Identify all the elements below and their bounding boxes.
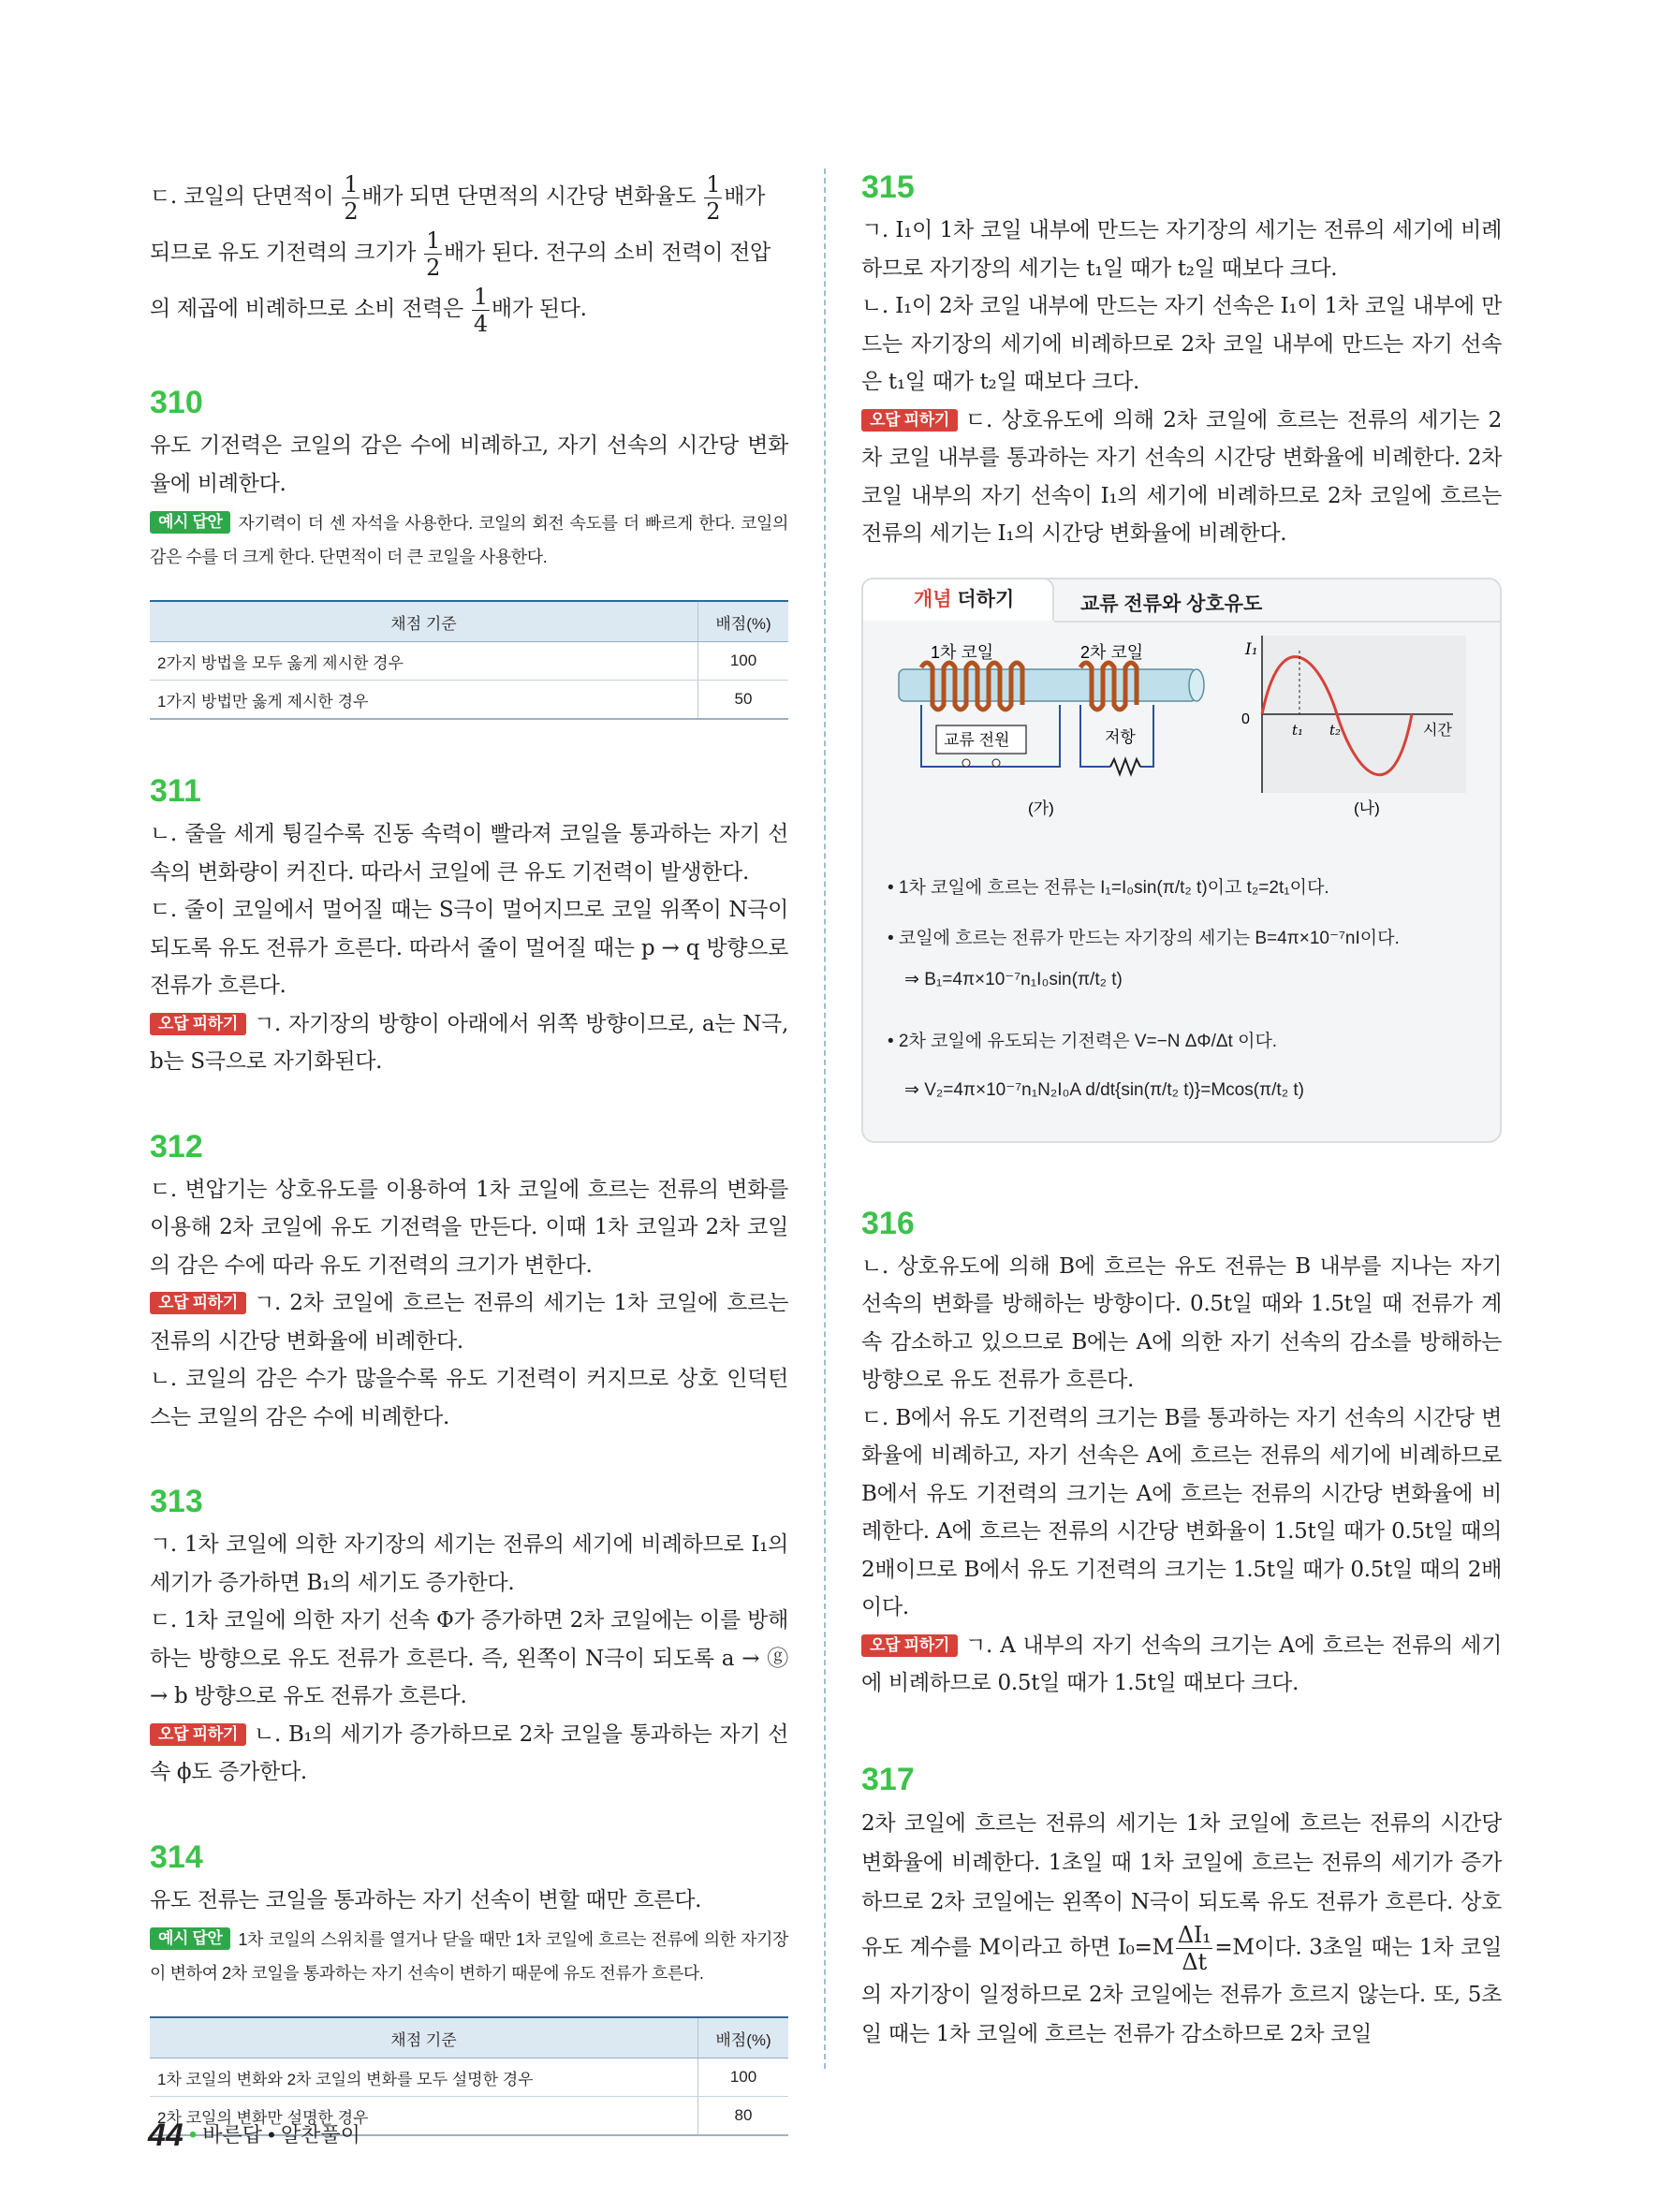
- section-315: [861, 168, 1502, 553]
- section-311: [150, 772, 788, 1081]
- coil1-label: 1차 코일: [931, 642, 994, 662]
- numerator: 1: [426, 227, 441, 254]
- explanation-text: ㄷ. 줄이 코일에서 멀어질 때는 S극이 멀어지므로 코일 위쪽이 N극이 되도록 유도 전류가 흐른다. 따라서 줄이 멀어질 때는 p → q 방향으로 전류가 흐른다.: [150, 898, 788, 998]
- criteria-cell: 2차 코일의 변화만 설명한 경우: [150, 2097, 698, 2136]
- avoid-mistake-tag: 오답 피하기: [861, 409, 958, 432]
- caption-b: (나): [1354, 798, 1380, 817]
- explanation-text: ㄴ. I₁이 2차 코일 내부에 만드는 자기 선속은 I₁이 1차 코일 내부에 만드는 자기장의 세기에 비례하므로 2차 코일 내부에 만드는 자기 선속은 t₁일 때가 t₂일 때보다 크다.: [861, 294, 1502, 394]
- fraction: [704, 171, 722, 225]
- criteria-cell: 2가지 방법을 모두 옳게 제시한 경우: [150, 642, 698, 681]
- score-cell: 100: [698, 2058, 789, 2097]
- problem-number: 310: [150, 385, 203, 420]
- denominator: 2: [344, 198, 359, 225]
- resistor-label: 저항: [1105, 727, 1136, 746]
- left-column: [150, 168, 788, 2136]
- text: ㄷ. 상호유도에 의해 2차 코일에 흐르는 전류의 세기는 2차 코일 내부를 통과하는 자기 선속의 시간당 변화율에 비례한다. 2차 코일 내부의 자기 선속이 I₁의 세기에 비례하므로 2차 코일에 흐르는 전류의 세기는 I₁의 시간당 변화율에 비례한다.: [861, 407, 1502, 546]
- concept-plus-box: [861, 578, 1502, 1143]
- explanation-text: ㄴ. 상호유도에 의해 B에 흐르는 유도 전류는 B 내부를 지나는 자기 선속의 변화를 방해하는 방향이다. 0.5t일 때와 1.5t일 때 전류가 계속 감소하고 있으므로 B에는 A에 의한 자기 선속의 감소를 방해하는 방향으로 유도 전류가 흐른다.: [861, 1253, 1502, 1392]
- graph-t2-label: t₂: [1329, 721, 1342, 739]
- score-cell: 50: [698, 681, 789, 720]
- score-header: 배점(%): [698, 601, 789, 642]
- concept-result: ⇒ V₂=4π×10⁻⁷n₁N₂I₀A d/dt{sin(π/t₂ t)}=Mcos(π/t₂ t): [904, 1079, 1304, 1100]
- scoring-criteria-header: 채점 기준: [150, 2017, 698, 2058]
- text: ㄱ. 자기장의 방향이 아래에서 위쪽 방향이므로, a는 N극, b는 S극으로 자기화된다.: [150, 1011, 788, 1074]
- explanation-text: ㄱ. 1차 코일에 의한 자기장의 세기는 전류의 세기에 비례하므로 I₁의 세기가 증가하면 B₁의 세기도 증가한다.: [150, 1532, 788, 1595]
- section-309-continued: [150, 168, 788, 337]
- avoid-mistake-tag: 오답 피하기: [150, 1723, 246, 1746]
- text: ㄱ. A 내부의 자기 선속의 크기는 A에 흐르는 전류의 세기에 비례하므로 0.5t일 때가 1.5t일 때보다 크다.: [861, 1633, 1502, 1695]
- resistor-icon: [1110, 759, 1140, 774]
- text-line: [150, 225, 788, 281]
- right-column: [861, 168, 1502, 2054]
- concept-diagram: [863, 626, 1500, 842]
- numerator: 1: [344, 170, 359, 198]
- sample-answer-tag: 예시 답안: [150, 1927, 230, 1950]
- avoid-mistake-tag: 오답 피하기: [150, 1292, 246, 1314]
- table-row: [150, 642, 788, 681]
- sample-answer-text: 자기력이 더 센 자석을 사용한다. 코일의 회전 속도를 더 빠르게 한다. 코일의 감은 수를 더 크게 한다. 단면적이 더 큰 코일을 사용한다.: [150, 514, 788, 566]
- coil2-label: 2차 코일: [1080, 642, 1144, 662]
- problem-number: 317: [861, 1761, 915, 1797]
- text: 의 제곱에 비례하므로 소비 전력은: [150, 297, 470, 321]
- explanation-text: 유도 전류는 코일을 통과하는 자기 선속이 변할 때만 흐른다.: [150, 1887, 702, 1912]
- concept-tab-label: 더하기: [951, 588, 1015, 610]
- book-title: 바른답 • 알찬풀이: [202, 2123, 360, 2146]
- table-row: [150, 681, 788, 720]
- score-header: 배점(%): [698, 2017, 789, 2058]
- score-cell: 80: [698, 2097, 789, 2136]
- sample-answer: [150, 506, 788, 574]
- text: ㄱ. 2차 코일에 흐르는 전류의 세기는 1차 코일에 흐르는 전류의 시간당 변화율에 비례한다.: [150, 1291, 788, 1354]
- explanation-text: ㄴ. 줄을 세게 튕길수록 진동 속력이 빨라져 코일을 통과하는 자기 선속의 변화량이 커진다. 따라서 코일에 큰 유도 기전력이 발생한다.: [150, 822, 788, 885]
- explanation-text: [150, 1005, 788, 1081]
- text: ㄴ. B₁의 세기가 증가하므로 2차 코일을 통과하는 자기 선속 ϕ도 증가한다.: [150, 1721, 788, 1784]
- text: 배가 되면 단면적의 시간당 변화율도: [361, 184, 703, 209]
- score-cell: 100: [698, 642, 789, 681]
- ac-source-label: 교류 전원: [944, 730, 1010, 749]
- explanation-text: ㄴ. 코일의 감은 수가 많을수록 유도 기전력이 커지므로 상호 인덕턴스는 코일의 감은 수에 비례한다.: [150, 1367, 788, 1429]
- avoid-mistake-tag: 오답 피하기: [861, 1634, 958, 1657]
- criteria-cell: 1가지 방법만 옳게 제시한 경우: [150, 681, 698, 720]
- page-footer: [148, 2117, 360, 2154]
- text: 되므로 유도 기전력의 크기가: [150, 241, 423, 265]
- criteria-cell: 1차 코일의 변화와 2차 코일의 변화를 모두 설명한 경우: [150, 2058, 698, 2097]
- numerator: ΔI₁: [1177, 1921, 1211, 1948]
- caption-a: (가): [1028, 798, 1054, 817]
- text: ㄷ. 코일의 단면적이: [150, 184, 341, 209]
- denominator: 2: [426, 254, 441, 281]
- graph-origin-label: 0: [1241, 710, 1250, 727]
- section-312: [150, 1128, 788, 1437]
- text-line: [150, 168, 788, 225]
- text: =M이다. 3초일 때는 1차 코일의 자기장이 일정하므로 2차 코일에는 전류가 흐르지 않는다. 또, 5초일 때는 1차 코일에 흐르는 전류가 감소하므로 2차 코일: [861, 1935, 1502, 2046]
- section-314: [150, 1838, 788, 2137]
- section-310: [150, 384, 788, 720]
- text-line: [150, 281, 788, 337]
- explanation-text: 유도 기전력은 코일의 감은 수에 비례하고, 자기 선속의 시간당 변화율에 비례한다.: [150, 433, 788, 496]
- fraction: [342, 171, 360, 225]
- text: 배가 된다.: [491, 297, 587, 321]
- explanation-text: [150, 1716, 788, 1792]
- text: 배가: [724, 184, 766, 209]
- concept-title: 교류 전류와 상호유도: [1080, 593, 1263, 615]
- concept-tab-highlight: 개념: [914, 588, 952, 610]
- denominator: Δt: [1182, 1948, 1207, 1975]
- column-divider: [824, 168, 826, 2069]
- terminal-icon: [992, 759, 1000, 767]
- fraction: [424, 227, 442, 281]
- concept-tab: [861, 578, 1054, 621]
- explanation-text: ㄷ. 변압기는 상호유도를 이용하여 1차 코일에 흐르는 전류의 변화를 이용해 2차 코일에 유도 기전력을 만든다. 이때 1차 코일과 2차 코일의 감은 수에 따라 유도 기전력의 크기가 변한다.: [150, 1177, 788, 1278]
- core-end: [1189, 669, 1204, 701]
- bullet-icon: •: [188, 2122, 198, 2147]
- graph-x-label: 시간: [1423, 722, 1452, 739]
- terminal-icon: [962, 759, 970, 767]
- denominator: 2: [706, 198, 721, 225]
- explanation-text: [150, 1284, 788, 1360]
- concept-bullet: • 코일에 흐르는 전류가 만드는 자기장의 세기는 B=4π×10⁻⁷nI이다.: [888, 928, 1400, 948]
- explanation-text: ㄱ. I₁이 1차 코일 내부에 만드는 자기장의 세기는 전류의 세기에 비례하므로 자기장의 세기는 t₁일 때가 t₂일 때보다 크다.: [861, 218, 1502, 281]
- fraction: [1176, 1922, 1213, 1975]
- numerator: 1: [706, 170, 721, 198]
- concept-bullet: • 2차 코일에 유도되는 기전력은 V=−N ΔΦ/Δt 이다.: [888, 1031, 1278, 1051]
- explanation-text: [861, 1627, 1502, 1703]
- sample-answer-tag: 예시 답안: [150, 511, 230, 534]
- fraction: [472, 284, 490, 337]
- graph-t1-label: t₁: [1292, 721, 1304, 739]
- explanation-text: [861, 1804, 1502, 2054]
- problem-number: 314: [150, 1838, 203, 1875]
- explanation-text: ㄷ. B에서 유도 기전력의 크기는 B를 통과하는 자기 선속의 시간당 변화율에 비례하고, 자기 선속은 A에 흐르는 전류의 세기에 비례하므로 B에서 유도 기전력의 크기는 A에 흐르는 전류의 시간당 변화율에 비례한다. A에 흐르는 전류의 시간당 변화율이 1.5t일 때가 0.5t일 때의 2배이므로 B에서 유도 기전력의 크기는 1.5t일 때가 0.5t일 때의 2배이다.: [861, 1405, 1502, 1619]
- avoid-mistake-tag: 오답 피하기: [150, 1013, 246, 1035]
- sample-answer-text: 1차 코일의 스위치를 열거나 닫을 때만 1차 코일에 흐르는 전류에 의한 자기장이 변하여 2차 코일을 통과하는 자기 선속이 변하기 때문에 유도 전류가 흐른다.: [150, 1930, 788, 1983]
- text: 2차 코일에 흐르는 전류의 세기는 1차 코일에 흐르는 전류의 시간당 변화율에 비례한다. 1초일 때 1차 코일에 흐르는 전류의 세기가 증가하므로 2차 코일에는 왼쪽이 N극이 되도록 유도 전류가 흐른다. 상호유도 계수를 M이라고 하면 I₀=M: [861, 1810, 1502, 1959]
- explanation-text: [861, 402, 1502, 553]
- text: 배가 된다. 전구의 소비 전력이 전압: [444, 241, 771, 265]
- problem-number: 312: [150, 1128, 203, 1165]
- denominator: 4: [473, 310, 488, 337]
- graph-y-label: I₁: [1245, 639, 1258, 659]
- problem-number: 315: [861, 169, 915, 205]
- problem-number: 316: [861, 1205, 915, 1241]
- concept-result: ⇒ B₁=4π×10⁻⁷n₁I₀sin(π/t₂ t): [904, 969, 1123, 989]
- scoring-table: [150, 600, 788, 720]
- page-number: 44: [148, 2117, 184, 2153]
- section-317: [861, 1761, 1502, 2054]
- scoring-criteria-header: 채점 기준: [150, 601, 698, 642]
- sample-answer: [150, 1923, 788, 1990]
- section-313: [150, 1483, 788, 1792]
- problem-number: 311: [150, 773, 201, 809]
- problem-number: 313: [150, 1484, 203, 1519]
- section-316: [861, 1205, 1502, 1703]
- explanation-text: ㄷ. 1차 코일에 의한 자기 선속 Φ가 증가하면 2차 코일에는 이를 방해하는 방향으로 유도 전류가 흐른다. 즉, 왼쪽이 N극이 되도록 a → ⓖ → b 방향으로 유도 전류가 흐른다.: [150, 1608, 788, 1708]
- concept-bullet: • 1차 코일에 흐르는 전류는 I₁=I₀sin(π/t₂ t)이고 t₂=2t₁이다.: [888, 877, 1329, 898]
- numerator: 1: [473, 283, 488, 310]
- table-row: [150, 2058, 788, 2097]
